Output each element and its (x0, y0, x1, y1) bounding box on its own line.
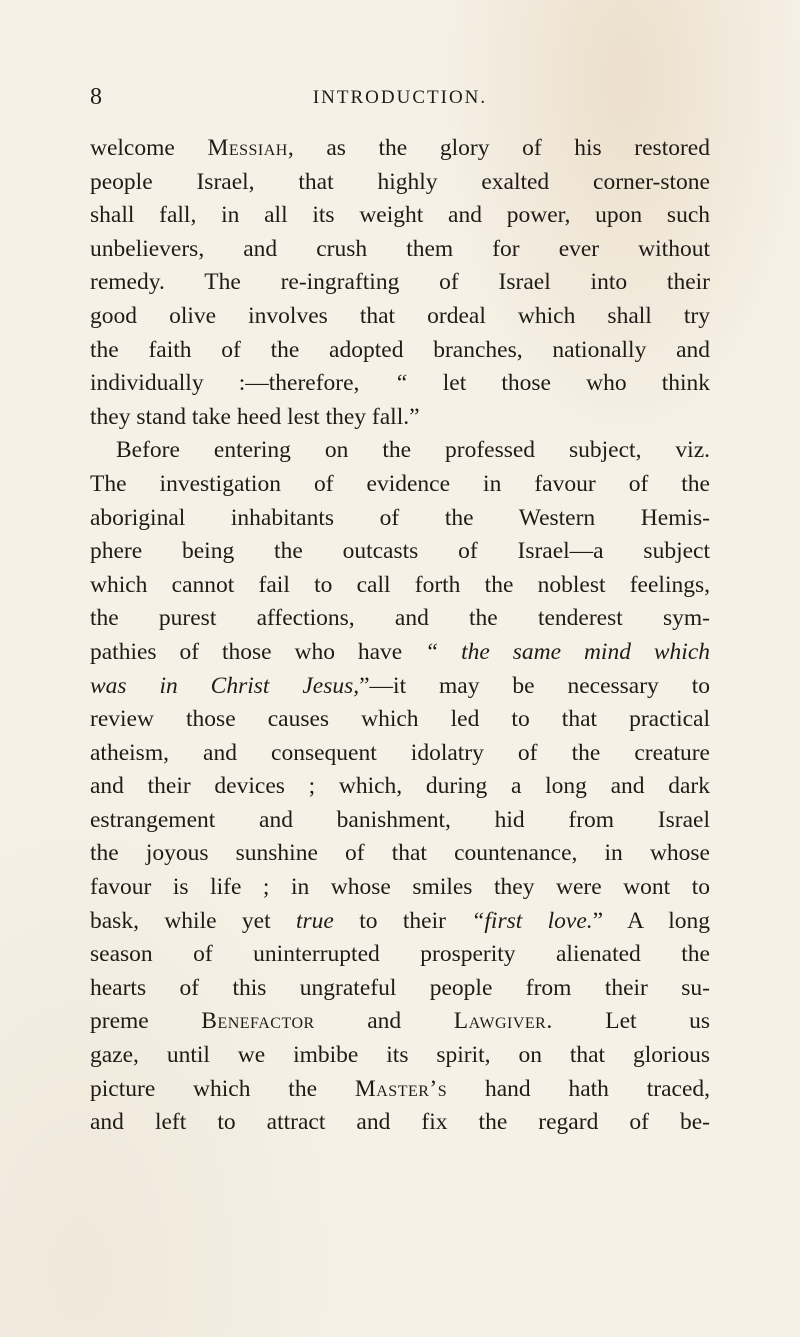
text-segment: welcome (90, 135, 208, 161)
text-line (90, 972, 710, 1006)
page-number: 8 (90, 84, 102, 110)
text-segment: remedy. The re-ingrafting of Israel into their (90, 269, 710, 296)
text-segment: they stand take heed lest they fall.” (90, 403, 420, 430)
text-line (90, 602, 710, 636)
italic-text: “ the same mind which (425, 638, 710, 665)
text-segment: ”—it may be necessary to (359, 672, 710, 699)
text-segment: atheism, and consequent idolatry of the creature (90, 739, 710, 766)
text-line (90, 871, 710, 905)
text-segment: hearts of this ungrateful people from their su- (90, 974, 710, 1001)
text-line (90, 535, 710, 569)
running-head (90, 84, 710, 114)
text-line (90, 938, 710, 972)
text-segment: phere being the outcasts of Israel—a subject (90, 538, 710, 565)
text-line (90, 770, 710, 804)
text-segment: The investigation of evidence in favour of the (90, 470, 710, 497)
text-segment: preme (90, 1008, 202, 1035)
text-segment: gaze, until we imbibe its spirit, on that glorious (90, 1042, 710, 1069)
text-line (90, 1005, 710, 1039)
small-caps-text: Lawgiver. (453, 1008, 553, 1035)
text-line (90, 266, 710, 300)
text-line (90, 1039, 710, 1073)
text-segment: review those causes which led to that practical (90, 706, 710, 733)
text-segment: estrangement and banishment, hid from Israel (90, 806, 710, 833)
text-segment: and their devices ; which, during a long and dark (90, 773, 710, 800)
text-line (90, 737, 710, 771)
text-segment: , as the glory of his restored (287, 135, 710, 161)
text-segment: Let us (552, 1008, 711, 1035)
text-segment: hand hath traced, (447, 1075, 710, 1102)
small-caps-text: Benefactor (201, 1008, 315, 1035)
text-segment: people Israel, that highly exalted corner-stone (90, 168, 710, 195)
text-line (90, 233, 710, 267)
text-line (90, 837, 710, 871)
text-line (90, 434, 710, 468)
text-segment: to their (333, 907, 472, 934)
text-line (90, 1073, 710, 1107)
running-title: INTRODUCTION. (312, 87, 488, 108)
text-line (90, 334, 710, 368)
text-line (90, 166, 710, 200)
text-segment: season of uninterrupted prosperity alienated the (90, 941, 710, 968)
text-line (90, 468, 710, 502)
text-line (90, 670, 710, 704)
italic-text: was in Christ Jesus, (90, 672, 360, 699)
text-segment: let those who think (407, 370, 711, 397)
italic-text: “first love. (471, 907, 593, 934)
text-line (90, 804, 710, 838)
text-segment: picture which the (90, 1075, 355, 1102)
text-line (90, 199, 710, 233)
text-segment: good olive involves that ordeal which shall try (90, 302, 710, 329)
text-line (90, 1106, 710, 1140)
text-line (90, 703, 710, 737)
text-segment: and (314, 1008, 454, 1035)
text-line (90, 905, 710, 939)
italic-text: “ (394, 370, 408, 397)
text-segment: the joyous sunshine of that countenance, in whose (90, 840, 710, 867)
text-segment: Before entering on the professed subject, viz. (116, 437, 710, 464)
text-segment: unbelievers, and crush them for ever without (90, 235, 710, 262)
text-segment: pathies of those who have (90, 638, 426, 665)
text-segment: and left to attract and fix the regard of be- (90, 1109, 710, 1136)
small-caps-text: Messiah (207, 135, 288, 161)
text-segment: shall fall, in all its weight and power, upon such (90, 202, 710, 229)
text-segment: ” A long (592, 907, 711, 934)
text-segment: the faith of the adopted branches, nationally and (90, 336, 710, 363)
text-segment: the purest affections, and the tenderest sym- (90, 605, 710, 632)
text-line (90, 502, 710, 536)
text-line (90, 636, 710, 670)
body-text (90, 132, 710, 1140)
text-line (90, 401, 710, 435)
text-segment: aboriginal inhabitants of the Western Hemis- (90, 504, 710, 531)
text-segment: which cannot fail to call forth the noblest feelings, (90, 571, 710, 598)
text-line (90, 132, 710, 166)
small-caps-text: Master’s (354, 1075, 448, 1102)
text-line (90, 300, 710, 334)
text-segment: favour is life ; in whose smiles they were wont to (90, 874, 710, 901)
text-line (90, 569, 710, 603)
text-segment: bask, while yet (90, 907, 296, 934)
text-line (90, 367, 710, 401)
italic-text: true (296, 907, 334, 934)
text-segment: individually :—therefore, (90, 370, 395, 397)
